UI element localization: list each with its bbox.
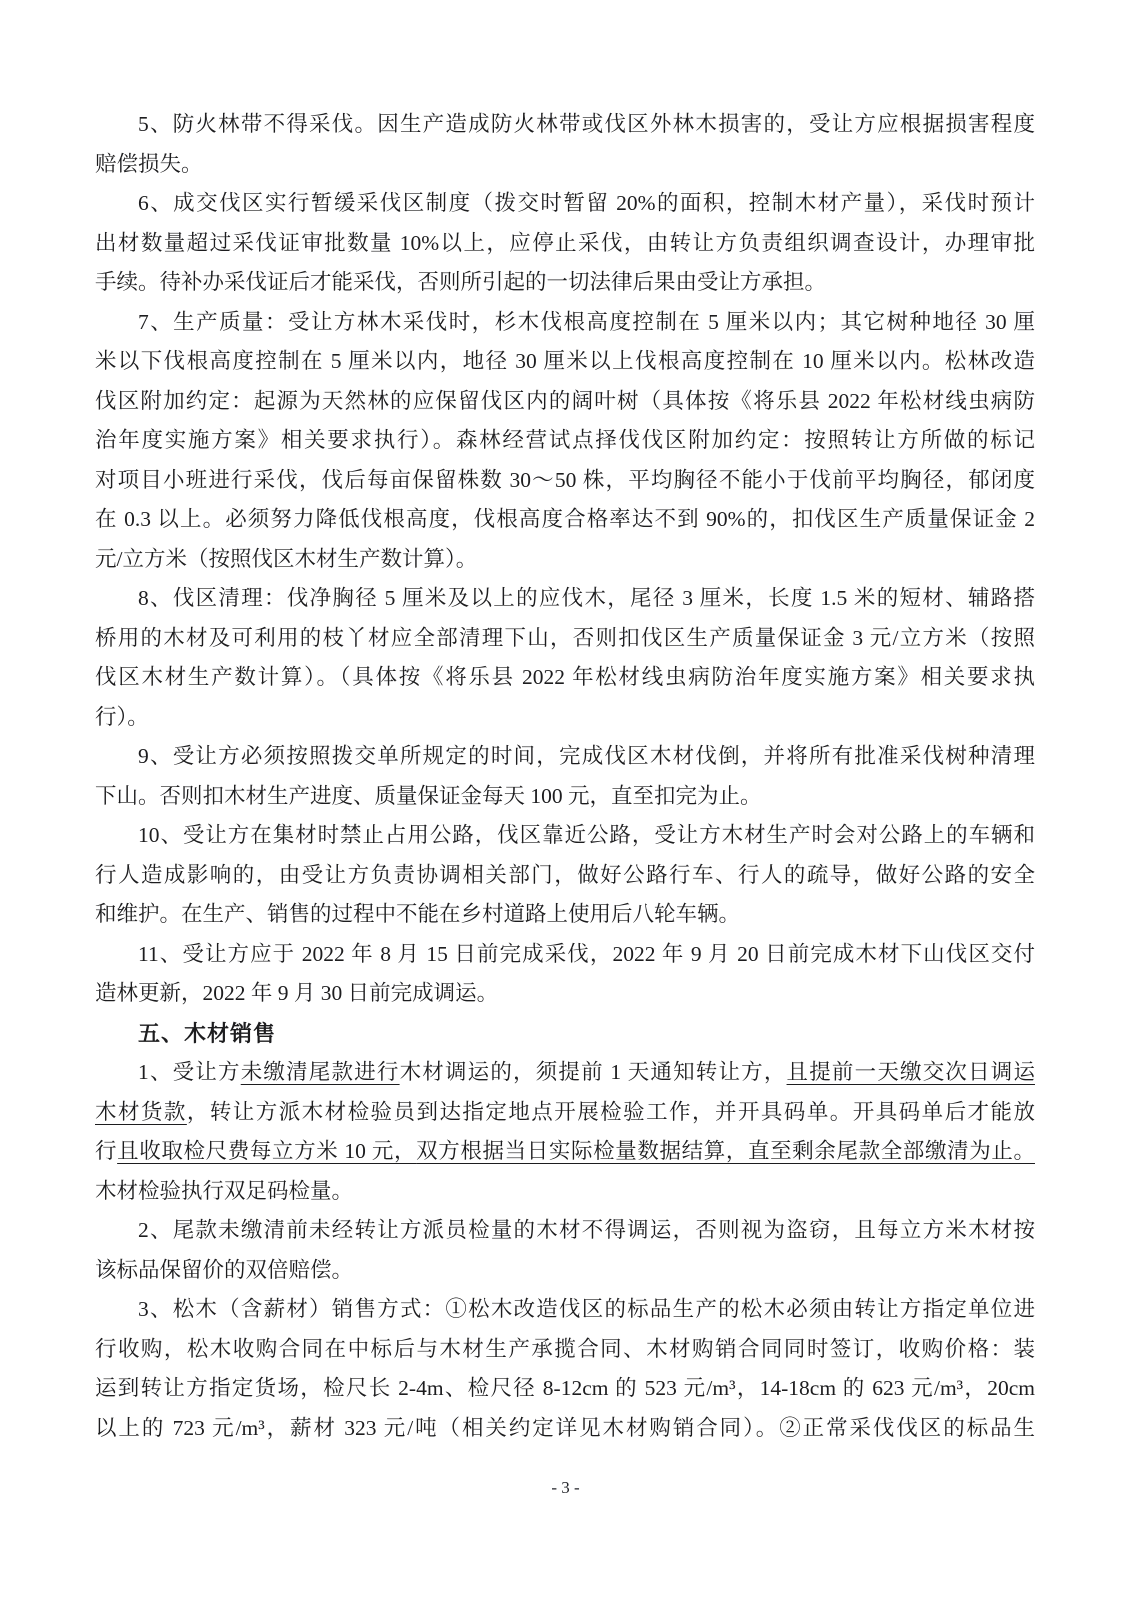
text-run: 赔偿损失。	[95, 151, 203, 176]
text-line	[95, 698, 1035, 738]
text-line	[95, 1290, 1035, 1330]
text-line	[95, 1211, 1035, 1251]
text-line	[95, 342, 1035, 382]
paragraph	[95, 1053, 1035, 1211]
text-line	[95, 382, 1035, 422]
text-line	[95, 1172, 1035, 1212]
paragraph	[95, 737, 1035, 816]
text-run: 6、成交伐区实行暂缓采伐区制度（拨交时暂留 20%的面积，控制木材产量），采伐时预计	[138, 191, 1035, 215]
text-run: 桥用的木材及可利用的枝丫材应全部清理下山，否则扣伐区生产质量保证金 3 元/立方米（按照	[95, 625, 1035, 650]
text-run: 出材数量超过采伐证审批数量 10%以上，应停止采伐，由转让方负责组织调查设计，办理审批	[95, 230, 1035, 255]
text-run: 10、受让方在集材时禁止占用公路，伐区靠近公路，受让方木材生产时会对公路上的车辆和	[138, 823, 1035, 847]
text-line	[95, 1369, 1035, 1409]
text-line	[95, 500, 1035, 540]
text-run: 2、尾款未缴清前未经转让方派员检量的木材不得调运，否则视为盗窃，且每立方米木材按	[138, 1218, 1035, 1242]
text-run: 米以下伐根高度控制在 5 厘米以内，地径 30 厘米以上伐根高度控制在 10 厘米以内。松林改造	[95, 349, 1035, 373]
text-line	[95, 303, 1035, 343]
text-line	[95, 540, 1035, 580]
text-run: 造林更新，2022 年 9 月 30 日前完成调运。	[95, 981, 499, 1005]
underlined-text-run: 木材货款	[95, 1099, 187, 1124]
paragraph	[95, 1290, 1035, 1448]
text-run: 9、受让方必须按照拨交单所规定的时间，完成伐区木材伐倒，并将所有批准采伐树种清理	[138, 744, 1035, 768]
text-run: 以上的 723 元/m³，薪材 323 元/吨（相关约定详见木材购销合同）。②正常采伐伐区的标品生	[95, 1415, 1035, 1440]
text-run: 和维护。在生产、销售的过程中不能在乡村道路上使用后八轮车辆。	[95, 902, 741, 926]
text-line	[95, 1132, 1035, 1172]
paragraph	[95, 303, 1035, 580]
text-run: 11、受让方应于 2022 年 8 月 15 日前完成采伐，2022 年 9 月 20 日前完成木材下山伐区交付	[138, 941, 1035, 966]
text-run: 木材调运的，须提前 1 天通知转让方，	[399, 1060, 787, 1084]
text-run: 伐区木材生产数计算）。（具体按《将乐县 2022 年松材线虫病防治年度实施方案》相关要求执	[95, 665, 1035, 689]
text-run: 8、伐区清理：伐净胸径 5 厘米及以上的应伐木，尾径 3 厘米，长度 1.5 米的短材、辅路搭	[138, 586, 1035, 610]
section-heading	[95, 1014, 1035, 1054]
text-line	[95, 1093, 1035, 1133]
text-line	[95, 224, 1035, 264]
text-run: 下山。否则扣木材生产进度、质量保证金每天 100 元，直至扣完为止。	[95, 783, 762, 808]
paragraph	[95, 105, 1035, 184]
paragraph	[95, 935, 1035, 1014]
text-line	[95, 184, 1035, 224]
text-run: 对项目小班进行采伐，伐后每亩保留株数 30～50 株，平均胸径不能小于伐前平均胸径，郁闭度	[95, 467, 1035, 492]
text-line	[95, 777, 1035, 817]
text-run: 运到转让方指定货场，检尺长 2-4m、检尺径 8-12cm 的 523 元/m³，14-18cm 的 623 元/m³，20cm	[95, 1376, 1035, 1400]
text-run: 五、木材销售	[138, 1020, 277, 1046]
page-number: - 3 -	[551, 1478, 580, 1497]
text-run: 行	[95, 1139, 118, 1163]
text-line	[95, 856, 1035, 896]
text-run: ，转让方派木材检验员到达指定地点开展检验工作，并开具码单。开具码单后才能放	[186, 1099, 1035, 1124]
text-line	[95, 263, 1035, 303]
text-run: 元/立方米（按照伐区木材生产数计算）。	[95, 546, 478, 571]
text-run: 行）。	[95, 704, 149, 729]
text-run: 5、防火林带不得采伐。因生产造成防火林带或伐区外林木损害的，受让方应根据损害程度	[138, 112, 1035, 136]
paragraph	[95, 184, 1035, 303]
text-line	[95, 895, 1035, 935]
text-run: 3、松木（含薪材）销售方式：①松木改造伐区的标品生产的松木必须由转让方指定单位进	[138, 1297, 1035, 1321]
text-line	[95, 579, 1035, 619]
text-run: 手续。待补办采伐证后才能采伐，否则所引起的一切法律后果由受让方承担。	[95, 270, 827, 294]
document-body	[95, 105, 1035, 1448]
text-run: 木材检验执行双足码检量。	[95, 1178, 354, 1203]
text-line	[95, 619, 1035, 659]
text-line	[95, 1014, 1035, 1054]
text-line	[95, 1251, 1035, 1291]
text-run: 伐区附加约定：起源为天然林的应保留伐区内的阔叶树（具体按《将乐县 2022 年松材线虫病防	[95, 388, 1035, 413]
text-line	[95, 1330, 1035, 1370]
underlined-text-run: 未缴清尾款进行	[240, 1060, 400, 1084]
text-line	[95, 816, 1035, 856]
text-line	[95, 105, 1035, 145]
text-run: 该标品保留价的双倍赔偿。	[95, 1257, 354, 1282]
text-line	[95, 1053, 1035, 1093]
text-run: 在 0.3 以上。必须努力降低伐根高度，伐根高度合格率达不到 90%的，扣伐区生产质量保证金 2	[95, 507, 1035, 531]
text-line	[95, 658, 1035, 698]
text-line	[95, 461, 1035, 501]
text-run: 1、受让方	[138, 1060, 241, 1084]
text-run: 治年度实施方案》相关要求执行）。森林经营试点择伐伐区附加约定：按照转让方所做的标记	[95, 428, 1035, 452]
text-run: 行收购，松木收购合同在中标后与木材生产承揽合同、木材购销合同同时签订，收购价格：装	[95, 1336, 1035, 1361]
paragraph	[95, 579, 1035, 737]
paragraph	[95, 1211, 1035, 1290]
paragraph	[95, 816, 1035, 935]
text-line	[95, 1409, 1035, 1449]
text-line	[95, 935, 1035, 975]
text-line	[95, 737, 1035, 777]
text-line	[95, 145, 1035, 185]
text-line	[95, 974, 1035, 1014]
text-run: 7、生产质量：受让方林木采伐时，杉木伐根高度控制在 5 厘米以内；其它树种地径 30 厘	[138, 309, 1035, 334]
underlined-text-run: 且收取检尺费每立方米 10 元，	[117, 1139, 417, 1163]
text-line	[95, 421, 1035, 461]
underlined-text-run: 且提前一天缴交次日调运	[786, 1060, 1035, 1084]
text-run: 行人造成影响的，由受让方负责协调相关部门，做好公路行车、行人的疏导，做好公路的安全	[95, 862, 1035, 887]
underlined-text-run: 双方根据当日实际检量数据结算，直至剩余尾款全部缴清为止。	[416, 1139, 1035, 1163]
